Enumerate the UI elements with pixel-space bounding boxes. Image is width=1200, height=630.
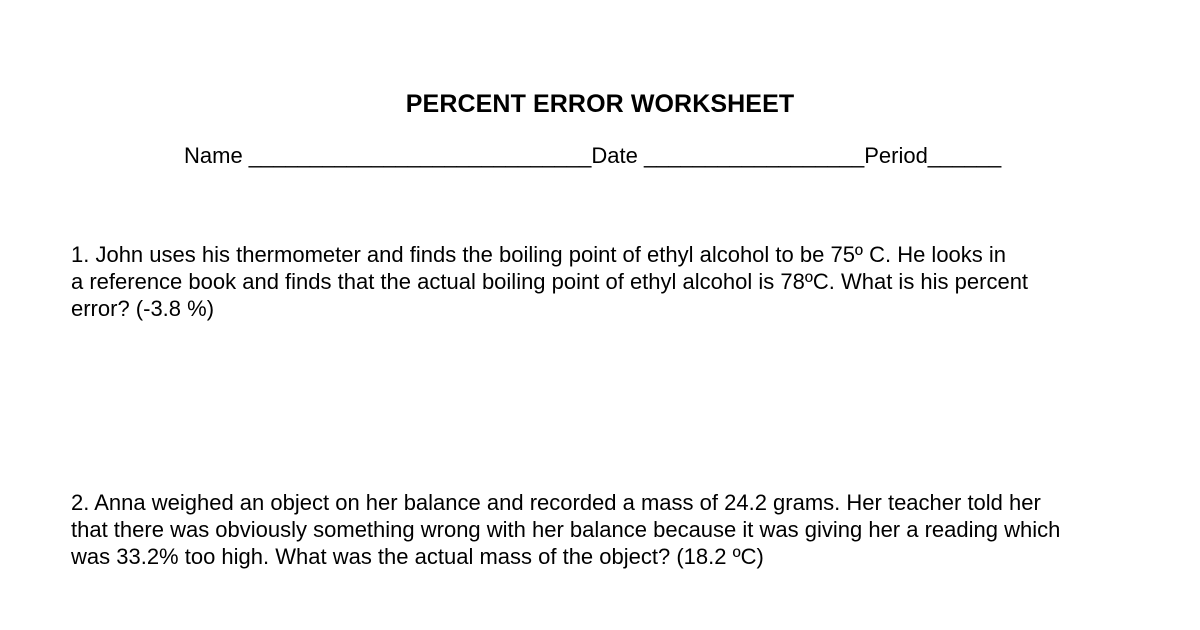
- question-1-line-3: error? (-3.8 %): [71, 296, 215, 321]
- worksheet-title: PERCENT ERROR WORKSHEET: [405, 90, 795, 118]
- question-2-line-3: was 33.2% too high. What was the actual mass of the object? (18.2 ºC): [71, 544, 764, 569]
- question-2-line-1: 2. Anna weighed an object on her balance and recorded a mass of 24.2 grams. Her teacher told her: [71, 490, 1041, 515]
- question-1: [71, 241, 1151, 322]
- name-date-period-line: Name ____________________________Date __________________Period______: [184, 143, 1002, 168]
- question-1-line-1: 1. John uses his thermometer and finds the boiling point of ethyl alcohol to be 75º C. He looks in: [71, 242, 1007, 267]
- question-2-line-2: that there was obviously something wrong with her balance because it was giving her a reading which: [71, 517, 1061, 542]
- question-1-line-2: a reference book and finds that the actual boiling point of ethyl alcohol is 78ºC. What is his percent: [71, 269, 1029, 294]
- question-2: [71, 489, 1151, 570]
